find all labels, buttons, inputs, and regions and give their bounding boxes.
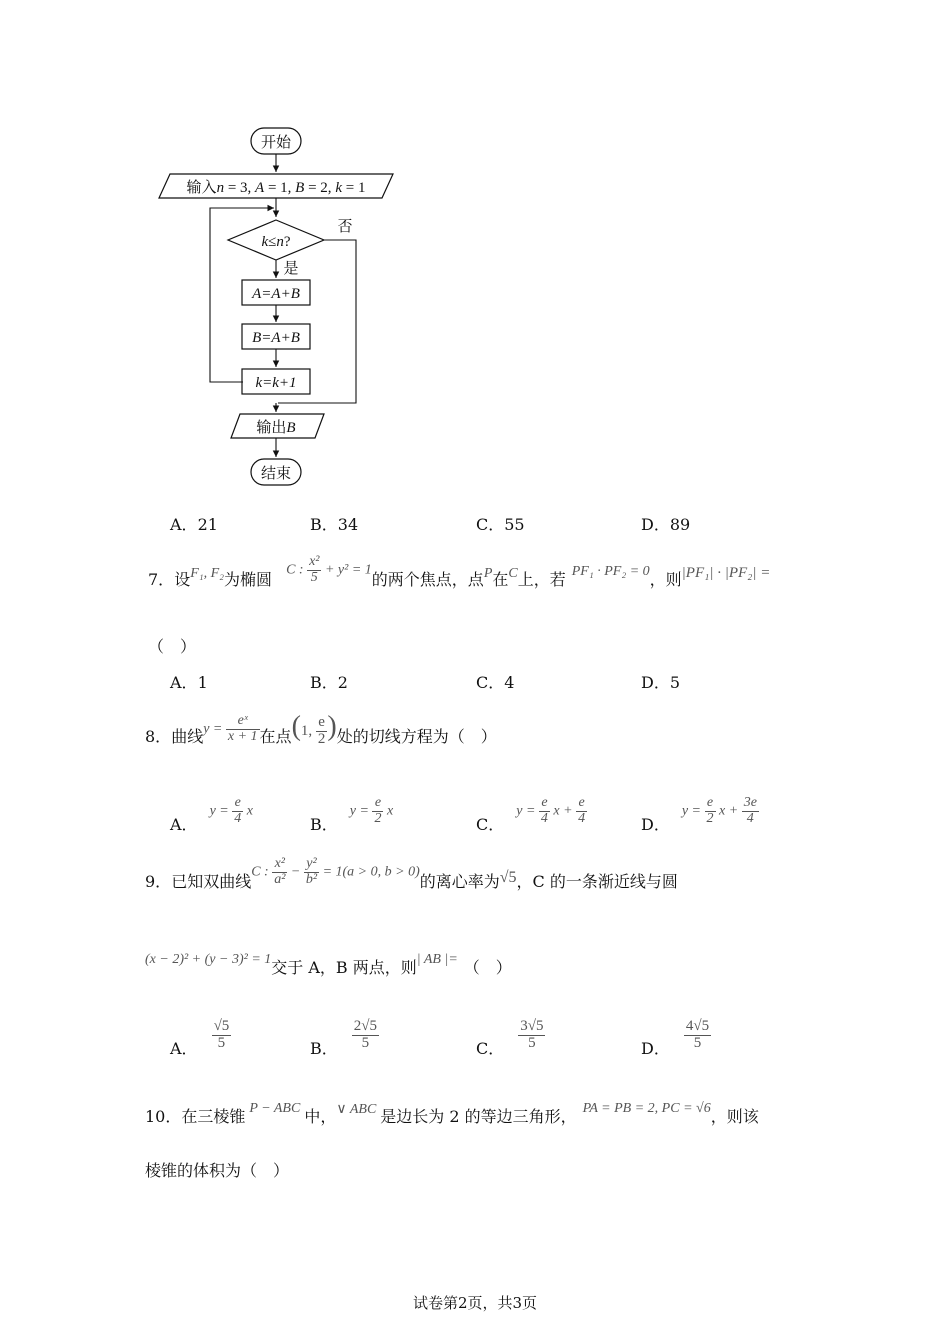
q7-text-6: ，则	[649, 569, 682, 589]
flow-no-label: 否	[337, 219, 353, 235]
q8-option-d[interactable]	[641, 788, 759, 834]
q9-option-a[interactable]	[170, 1012, 231, 1058]
option-letter: A．	[170, 1038, 198, 1058]
q6-option-b[interactable]	[310, 512, 358, 535]
option-text: 5	[669, 673, 681, 692]
question-number: 7．	[148, 569, 175, 589]
q7-answer-paren: （ ）	[148, 637, 197, 656]
option-formula: $\frac{3√5}{5}$	[520, 1017, 544, 1051]
question-number: 9．	[145, 871, 172, 891]
q9-text-4: 交于 A，B 两点，则	[271, 957, 417, 977]
flow-step-1-label: A=A+B	[252, 286, 300, 302]
q9-option-c[interactable]	[476, 1012, 545, 1058]
question-9	[145, 850, 678, 910]
q9-answer-paren: （ ）	[463, 957, 512, 977]
option-letter: A．	[170, 814, 198, 834]
q6-option-c[interactable]	[476, 512, 525, 535]
q9-hyperbola: C : $\frac{\text{x²}}{\text{a²}}$ − $\frac{\text{y²}}{\text{b²}}$ = 1(a > 0, b > 0)	[251, 855, 420, 887]
q7-option-c[interactable]	[476, 670, 514, 693]
q7-text-5: 上，若	[517, 569, 566, 589]
option-letter: A．	[170, 673, 198, 692]
option-text: 21	[197, 515, 218, 534]
q8-option-a[interactable]	[170, 788, 253, 834]
option-letter: B．	[310, 814, 338, 834]
option-letter: B．	[310, 515, 338, 534]
option-text: 89	[669, 515, 691, 534]
q9-text-1: 已知双曲线	[171, 871, 252, 891]
q7-curve-c: C	[508, 566, 518, 581]
option-letter: D．	[641, 814, 670, 834]
q9-circle: (x − 2)² + (y − 3)² = 1	[145, 952, 272, 967]
q7-dot-product: PF₁ · PF₂ = 0	[571, 564, 650, 579]
q8-option-c[interactable]	[476, 788, 587, 834]
option-letter: D．	[641, 673, 670, 692]
q9-text-2: 的离心率为	[419, 871, 500, 891]
option-text: 55	[504, 515, 525, 534]
q10-conditions: PA = PB = 2, PC = √6	[582, 1101, 711, 1116]
question-10	[145, 1095, 759, 1135]
question-10-line-2: 棱锥的体积为（ ）	[145, 1161, 290, 1180]
q10-text-1: 在三棱锥	[181, 1106, 246, 1126]
q7-foci: F₁, F₂	[190, 566, 225, 581]
option-letter: B．	[310, 1038, 338, 1058]
q8-text-1: 曲线	[171, 726, 204, 746]
option-letter: C．	[476, 814, 505, 834]
q7-option-a[interactable]	[170, 670, 208, 693]
option-letter: D．	[641, 515, 670, 534]
flow-step-3-label: k=k+1	[255, 375, 297, 391]
q7-option-d[interactable]	[641, 670, 680, 693]
q8-point: (1, $\frac{e}{2}$ )	[291, 710, 337, 747]
q10-text-3: 是边长为 2 的等边三角形，	[380, 1106, 577, 1126]
option-letter: A．	[170, 515, 198, 534]
option-formula: y = $\frac{e}{4}$ x + $\frac{e}{4}$	[516, 794, 586, 826]
q7-ellipse: C : $\frac{\text{x²}}{5}$ + y² = 1	[286, 553, 372, 585]
q8-option-b[interactable]	[310, 788, 393, 834]
q9-eccentricity: √5	[499, 869, 517, 886]
option-formula: y = $\frac{e}{4}$ x	[209, 794, 253, 826]
question-number: 8．	[145, 726, 172, 746]
option-text: 2	[337, 673, 348, 692]
page-footer: 试卷第2页，共3页	[412, 1294, 538, 1312]
flow-yes-label: 是	[283, 261, 299, 277]
q7-text-1: 设	[174, 569, 191, 589]
q10-text-4: ，则该	[710, 1106, 759, 1126]
q8-text-2: 在点	[259, 726, 292, 746]
question-7	[148, 548, 770, 608]
flow-input-label: 输入n = 3, A = 1, B = 2, k = 1	[186, 180, 366, 196]
q9-option-d[interactable]	[641, 1012, 711, 1058]
option-formula: $\frac{√5}{5}$	[213, 1017, 230, 1051]
q7-text-2: 为椭圆	[224, 569, 273, 589]
flowchart	[150, 120, 410, 500]
q10-text-2: 中，	[304, 1106, 337, 1126]
q7-text-3: 的两个焦点，点	[371, 569, 484, 589]
option-letter: D．	[641, 1038, 670, 1058]
q8-function: y = $\frac{\text{eˣ}}{x + 1}$	[203, 712, 258, 744]
q7-point-p: P	[483, 566, 493, 581]
option-text: 34	[337, 515, 359, 534]
q7-text-4: 在	[492, 569, 509, 589]
option-letter: B．	[310, 673, 338, 692]
option-text: 1	[197, 673, 208, 692]
option-letter: C．	[476, 515, 505, 534]
option-letter: C．	[476, 1038, 505, 1058]
q10-pyramid: P − ABC	[249, 1101, 301, 1116]
q9-ab: | AB |=	[416, 952, 458, 967]
option-formula: $\frac{4√5}{5}$	[685, 1017, 710, 1051]
flow-output-label: 输出B	[256, 420, 296, 436]
q7-expression: |PF₁| · |PF₂| =	[681, 564, 771, 581]
option-formula: $\frac{2√5}{5}$	[353, 1017, 377, 1051]
flow-step-2-label: B=A+B	[252, 330, 300, 346]
q9-text-3: ，C 的一条渐近线与圆	[516, 871, 678, 891]
option-formula: y = $\frac{e}{2}$ x + $\frac{3e}{4}$	[681, 794, 757, 826]
flow-condition-label: k≤n?	[261, 234, 291, 250]
question-9-line-2	[145, 946, 512, 986]
option-formula: y = $\frac{e}{2}$ x	[349, 794, 394, 826]
flow-start-label: 开始	[260, 135, 292, 151]
q6-option-a[interactable]	[170, 512, 218, 535]
q10-triangle: ∨ ABC	[336, 1101, 377, 1117]
question-number: 10．	[145, 1106, 182, 1126]
q6-option-d[interactable]	[641, 512, 690, 535]
question-8	[145, 705, 497, 765]
q7-option-b[interactable]	[310, 670, 348, 693]
option-text: 4	[504, 673, 515, 692]
option-letter: C．	[476, 673, 505, 692]
q8-text-3: 处的切线方程为（ ）	[336, 726, 497, 746]
flow-end-label: 结束	[260, 466, 292, 482]
q9-option-b[interactable]	[310, 1012, 379, 1058]
